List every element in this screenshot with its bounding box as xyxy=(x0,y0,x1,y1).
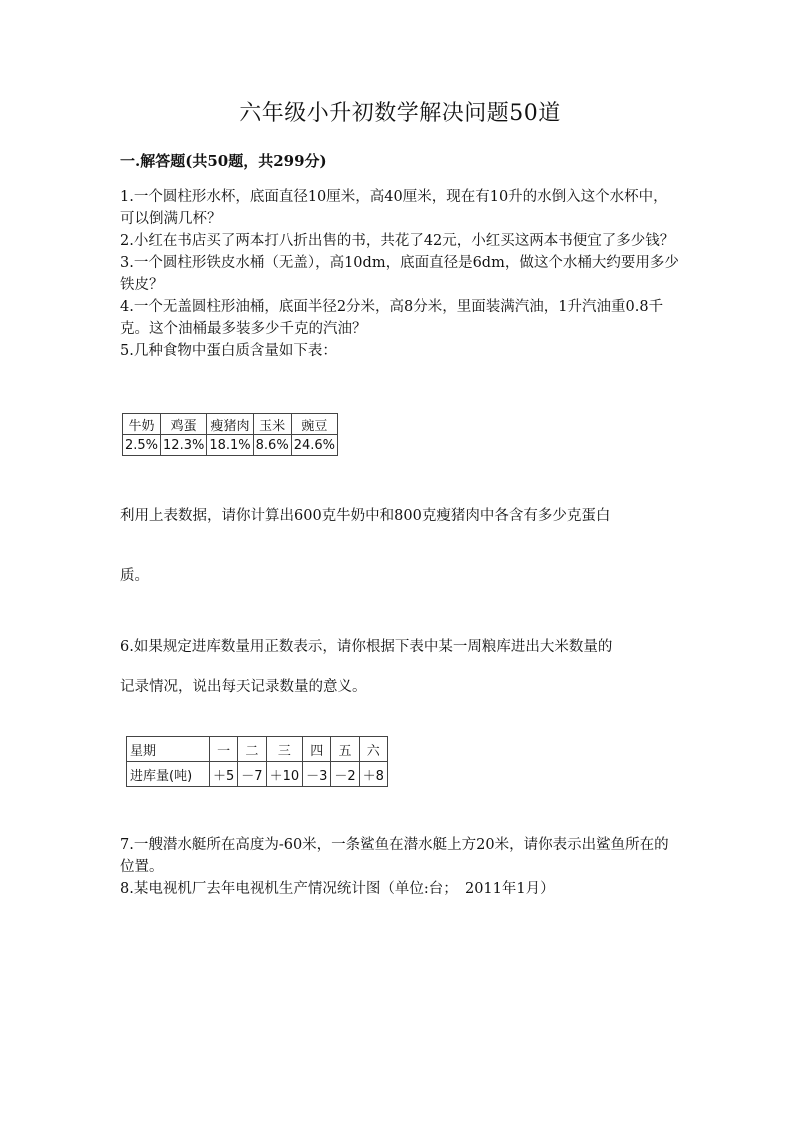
protein-table xyxy=(122,413,338,456)
table-cell: 进库量(吨) xyxy=(127,762,210,787)
table-cell: 12.3% xyxy=(161,435,207,456)
table-cell: 三 xyxy=(266,737,303,762)
table-cell: 一 xyxy=(210,737,238,762)
table-cell: 8.6% xyxy=(253,435,291,456)
question-1: 1.一个圆柱形水杯，底面直径10厘米，高40厘米，现在有10升的水倒入这个水杯中，可以倒满几杯？ xyxy=(120,189,668,227)
table-row xyxy=(127,762,388,787)
table-row xyxy=(123,414,338,435)
table-cell: 牛奶 xyxy=(123,414,161,435)
table-cell: 24.6% xyxy=(291,435,337,456)
question-8: 8.某电视机厂去年电视机生产情况统计图（单位:台； 2011年1月） xyxy=(120,881,555,897)
table-cell: 2.5% xyxy=(123,435,161,456)
table-cell: －2 xyxy=(331,762,359,787)
table-cell: 豌豆 xyxy=(291,414,337,435)
questions-7-8 xyxy=(120,834,680,900)
rice-table xyxy=(126,736,388,787)
table-row xyxy=(127,737,388,762)
table-cell: －3 xyxy=(303,762,331,787)
table-row xyxy=(123,435,338,456)
question-5: 5.几种食物中蛋白质含量如下表： xyxy=(120,343,337,359)
table-cell: 五 xyxy=(331,737,359,762)
table-cell: 二 xyxy=(238,737,266,762)
question-5-text xyxy=(120,505,680,587)
table-cell: －7 xyxy=(238,762,266,787)
question-2: 2.小红在书店买了两本打八折出售的书，共花了42元，小红买这两本书便宜了多少钱？ xyxy=(120,233,675,249)
table-cell: 玉米 xyxy=(253,414,291,435)
table-cell: 六 xyxy=(359,737,387,762)
questions-1-5 xyxy=(120,186,680,362)
section-heading: 一.解答题(共50题，共299分) xyxy=(120,152,327,170)
table-cell: ＋8 xyxy=(359,762,387,787)
table-cell: ＋10 xyxy=(266,762,303,787)
table-cell: 18.1% xyxy=(207,435,253,456)
question-7: 7.一艘潜水艇所在高度为-60米，一条鲨鱼在潜水艇上方20米，请你表示出鲨鱼所在的位置。 xyxy=(120,837,669,875)
table-cell: 瘦猪肉 xyxy=(207,414,253,435)
question-5-line: 利用上表数据，请你计算出600克牛奶中和800克瘦猪肉中各含有多少克蛋白 xyxy=(120,508,611,524)
page-title: 六年级小升初数学解决问题50道 xyxy=(239,101,561,126)
table-cell: 四 xyxy=(303,737,331,762)
table-cell: 鸡蛋 xyxy=(161,414,207,435)
question-3: 3.一个圆柱形铁皮水桶（无盖），高10dm，底面直径是6dm，做这个水桶大约要用多少铁皮？ xyxy=(120,255,679,293)
table-cell: ＋5 xyxy=(210,762,238,787)
question-4: 4.一个无盖圆柱形油桶，底面半径2分米，高8分米，里面装满汽油，1升汽油重0.8千克。这个油桶最多装多少千克的汽油？ xyxy=(120,299,664,337)
question-6-text xyxy=(120,636,680,698)
question-6-line: 记录情况，说出每天记录数量的意义。 xyxy=(120,679,367,695)
question-5-line: 质。 xyxy=(120,568,149,584)
question-6-line: 6.如果规定进库数量用正数表示，请你根据下表中某一周粮库进出大米数量的 xyxy=(120,639,613,655)
table-cell: 星期 xyxy=(127,737,210,762)
